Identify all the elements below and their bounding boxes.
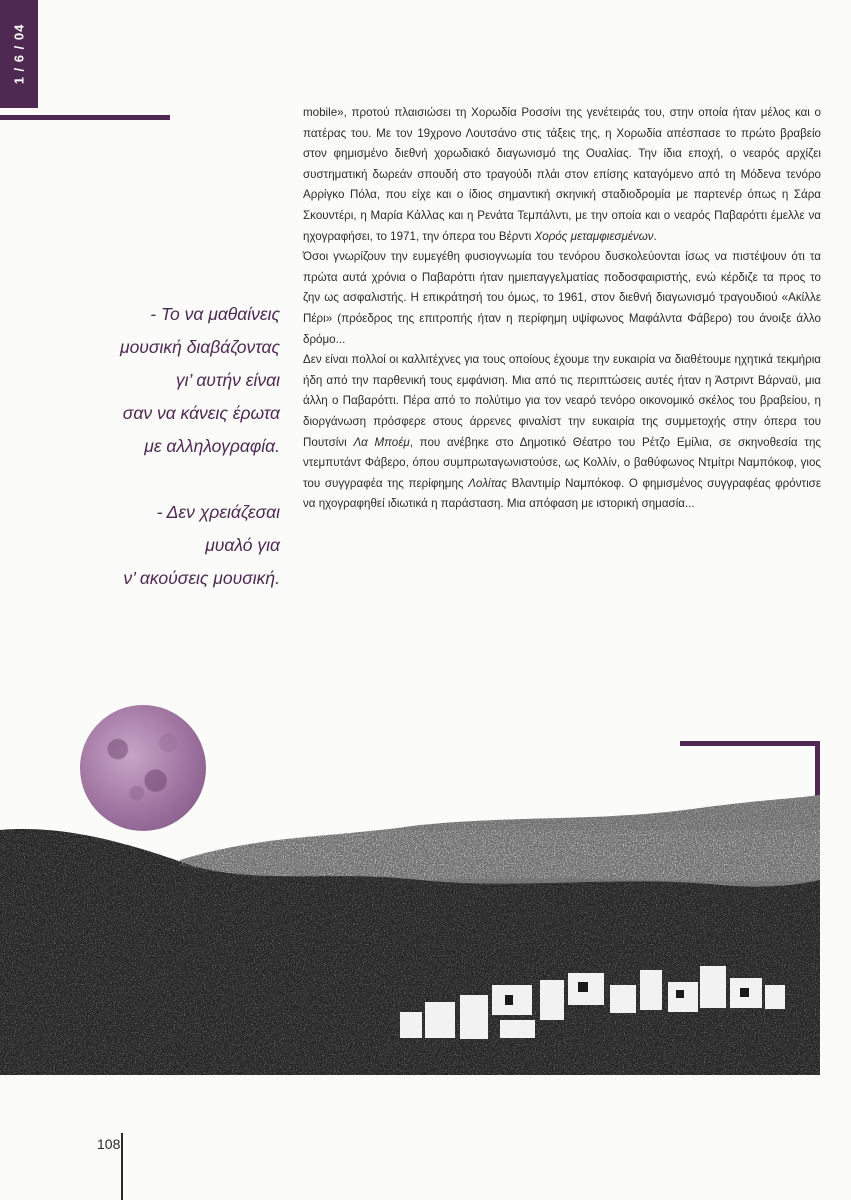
article-paragraph-2: Όσοι γνωρίζουν την ευμεγέθη φυσιογνωμία του τενόρου δυσκολεύονται ίσως να πιστέψουν ότι τα πρώτα αυτά χρόνια ο Παβαρόττι ήταν ημιεπαγγελματίας ποδοσφαιριστής, ενώ κέρδιζε τα προς το ζην ως ασφαλιστής. Η επικράτησή του όμως, το 1961, στον διεθνή διαγωνισμό τραγουδιού «Ακίλλε Πέρι» (πρόεδρος της επιτροπής ήταν η περίφημη υψίφωνος Μαφάλντα Φάβερο) του άνοιξε άλλο δρόμο...: [303, 250, 821, 346]
quote-1: [60, 298, 280, 463]
page-number-rule: [121, 1133, 123, 1200]
quote-line: - Δεν χρειάζεσαι: [156, 502, 280, 522]
accent-rule-right: [680, 741, 820, 746]
article-paragraph-3: [303, 350, 821, 515]
quote-line: σαν να κάνεις έρωτα: [122, 403, 280, 423]
quote-line: με αλληλογραφία.: [144, 436, 280, 456]
hill-grain: [0, 830, 820, 1075]
paragraph-text: Βλαντιμίρ Ναμπόκοφ. Ο φημισμένος συγγραφέας φρόντισε να ηχογραφηθεί ιδιωτικά η παράσταση. Μια απόφαση με ιστορική σημασία...: [303, 476, 821, 511]
quote-2: [60, 496, 280, 595]
page-number: 108: [97, 1136, 121, 1152]
quote-line: μυαλό για: [205, 535, 280, 555]
article-body: [303, 103, 821, 515]
paragraph-text: mobile», προτού πλαισιώσει τη Χορωδία Ροσσίνι της γενέτειράς του, στην οποία ήταν μέλος και ο πατέρας του. Με τον 19χρονο Λουτσάνο στις τάξεις της, η Χορωδία απέσπασε το πρώτο βραβείο στον φημισμένο διεθνή χορωδιακό διαγωνισμό της Ουαλίας. Την ίδια εποχή, ο νεαρός αρχίζει συστηματική δωρεάν σπουδή στο τραγούδι πλάι στον επίσης καταγόμενο από τη Μόδενα τενόρο Αρρίγκο Πόλα, που είχε και ο ίδιος σημαντική σκηνική σταδιοδρομία με παρτενέρ όπως η Σάρα Σκουντέρι, η Μαρία Κάλλας και η Ρενάτα Τεμπάλντι, με την οποία και ο νεαρός Παβαρόττι έμελλε να ηχογραφήσει, το 1971, την όπερα του Βέρντι: [303, 106, 821, 243]
opera-title: Λα Μποέμ: [353, 435, 410, 449]
quote-line: γι’ αυτήν είναι: [175, 370, 280, 390]
date-label: 1 / 6 / 04: [11, 23, 27, 85]
landscape-photo: [0, 790, 851, 1075]
pull-quotes: [60, 298, 280, 595]
paragraph-text: , που ανέβηκε στο Δημοτικό Θέατρο του Ρέτζο Εμίλια, σε σκηνοθεσία της ντεμπυτάντ Φάβερο, όπου συμπρωταγωνιστούσε, ως Κολλίν, ο βαθύφωνος Ντμίτρι Ναμπόκοφ, γιος του συγγραφέα της περίφημης: [303, 435, 821, 490]
quote-line: - Το να μαθαίνεις: [150, 304, 280, 324]
date-tab: [0, 0, 38, 108]
quote-line: μουσική διαβάζοντας: [119, 337, 280, 357]
quote-line: ν’ ακούσεις μουσική.: [123, 568, 280, 588]
paragraph-text: .: [653, 229, 657, 243]
accent-rule-left: [0, 115, 170, 120]
opera-title: Χορός μεταμφιεσμένων: [534, 229, 654, 243]
book-title: Λολίτας: [468, 476, 508, 490]
paragraph-text: Δεν είναι πολλοί οι καλλιτέχνες για τους οποίους έχουμε την ευκαιρία να διαθέτουμε ηχητικά τεκμήρια ήδη από την παρθενική τους εμφάνιση. Μια από τις περιπτώσεις αυτές ήταν η Άστριντ Βάρναϋ, μια άλλη ο Παβαρόττι. Πέρα από το πολύτιμο για τον νεαρό τενόρο οικονομικό σκέλος του βραβείου, η διοργάνωση πρόσφερε στους άρρενες φιναλίστ την ευκαιρία της συμμετοχής στην όπερα του Πουτσίνι: [303, 353, 821, 449]
article-paragraph-1: [303, 103, 821, 247]
